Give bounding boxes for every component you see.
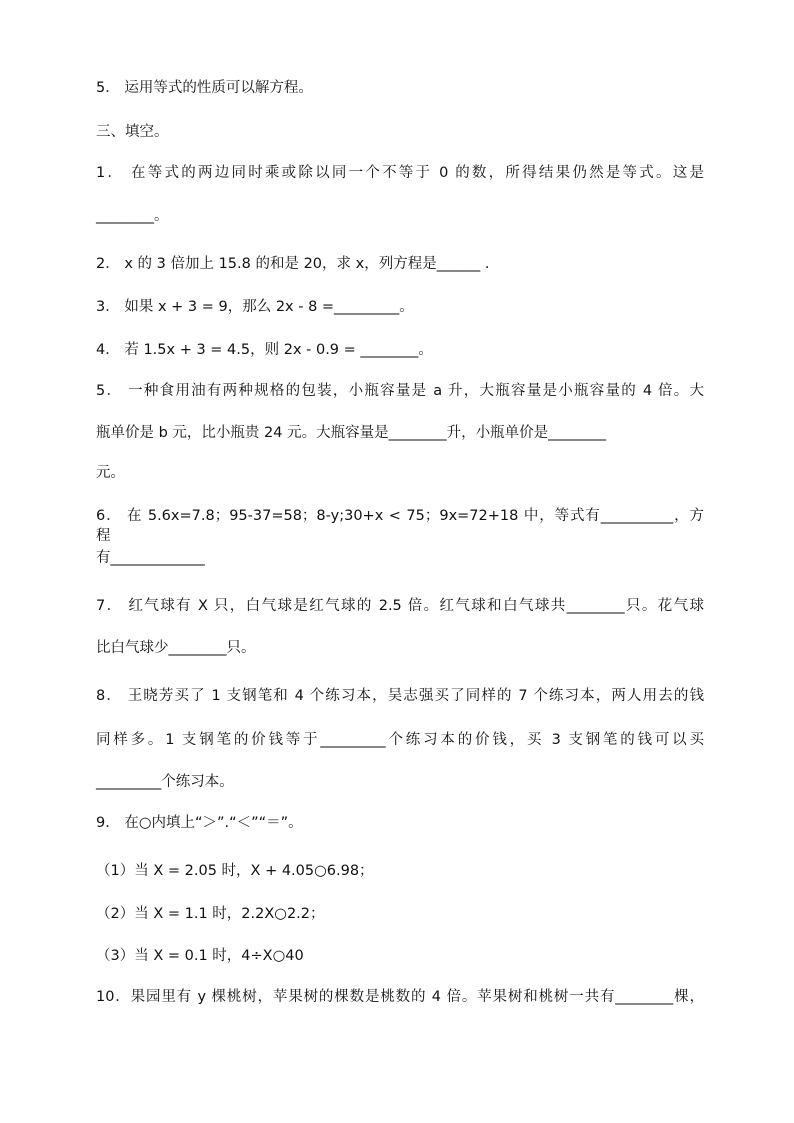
fill-question-9-part-2: （2）当 X = 1.1 时，2.2X○2.2； [96,906,325,922]
fill-question-9-part-1: （1）当 X = 2.05 时，X + 4.05○6.98； [96,863,374,879]
fill-question-1-blank: ________。 [96,208,169,224]
fill-question-5-line-3: 元。 [96,465,125,481]
fill-question-10: 10．果园里有 y 棵桃树，苹果树的棵数是桃数的 4 倍。苹果树和桃树一共有________棵， [96,989,704,1005]
fill-question-6-line-2: 有_____________ [96,550,205,566]
fill-question-7-line-2: 比白气球少________只。 [96,640,256,656]
fill-question-5-line-1: 5． 一种食用油有两种规格的包装，小瓶容量是 a 升，大瓶容量是小瓶容量的 4 倍。大 [96,383,704,399]
question-5-equation-property: 5． 运用等式的性质可以解方程。 [96,80,313,96]
fill-question-2: 2． x 的 3 倍加上 15.8 的和是 20，求 x，列方程是______ . [96,256,490,272]
fill-question-4: 4． 若 1.5x + 3 = 4.5，则 2x - 0.9 = ________。 [96,342,433,358]
fill-question-6-line-1: 6． 在 5.6x=7.8；95-37=58；8-y;30+x < 75；9x=72+18 中，等式有__________，方程 [96,508,704,544]
fill-question-3: 3． 如果 x + 3 = 9，那么 2x - 8 =_________。 [96,299,414,315]
fill-question-7-line-1: 7． 红气球有 X 只，白气球是红气球的 2.5 倍。红气球和白气球共________只。花气球 [96,598,704,614]
fill-question-8-line-3: _________个练习本。 [96,774,234,790]
fill-question-8-line-2: 同样多。1 支钢笔的价钱等于_________个练习本的价钱，买 3 支钢笔的钱可以买 [96,732,704,748]
fill-question-8-line-1: 8． 王晓芳买了 1 支钢笔和 4 个练习本，吴志强买了同样的 7 个练习本，两人用去的钱 [96,688,704,704]
fill-question-1: 1． 在等式的两边同时乘或除以同一个不等于 0 的数，所得结果仍然是等式。这是 [96,165,704,181]
fill-question-9: 9． 在○内填上“＞”.“＜”“＝”。 [96,815,303,831]
fill-question-9-part-3: （3）当 X = 0.1 时，4÷X○40 [96,948,304,964]
fill-question-5-line-2: 瓶单价是 b 元，比小瓶贵 24 元。大瓶容量是________升，小瓶单价是________ [96,425,607,441]
section-heading-fill-in: 三、填空。 [96,124,169,140]
